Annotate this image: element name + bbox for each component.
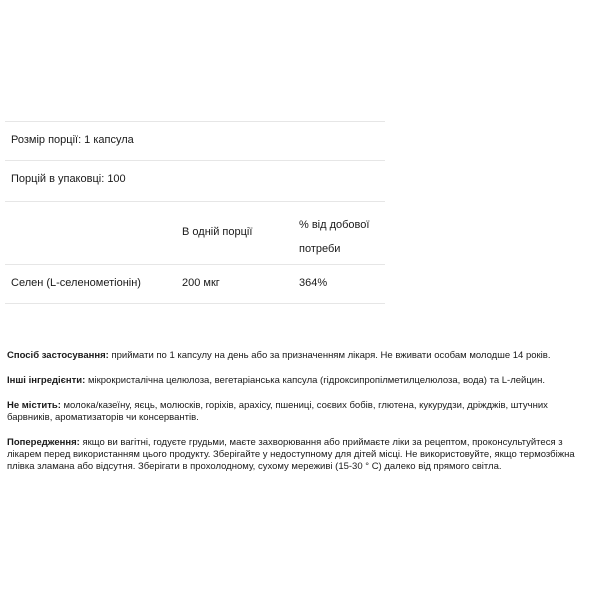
servings-per-container-text: Порцій в упаковці: 100	[11, 173, 126, 185]
usage-text: приймати по 1 капсулу на день або за призначенням лікаря. Не вживати особам молодше 14 років.	[108, 350, 551, 361]
usage-label: Спосіб застосування:	[7, 350, 109, 361]
ingredient-name: Селен (L-селенометіонін)	[11, 277, 141, 289]
allergen-free-text: молока/казеїну, яєць, молюсків, горіхів, арахісу, пшениці, соєвих бобів, глютена, кукурудзи, дріжджів, штучних барвників, ароматизаторів чи консервантів.	[7, 400, 548, 423]
table-row	[5, 264, 385, 304]
usage-paragraph	[7, 350, 595, 362]
serving-size-text: Розмір порції: 1 капсула	[11, 134, 134, 146]
allergen-free-label: Не містить:	[7, 400, 61, 411]
warning-paragraph	[7, 437, 595, 473]
serving-size-row	[5, 121, 385, 160]
product-notes	[7, 350, 595, 486]
servings-per-container-row	[5, 160, 385, 201]
ingredient-amount: 200 мкг	[182, 277, 220, 289]
other-ingredients-label: Інші інгредієнти:	[7, 375, 86, 386]
other-ingredients-text: мікрокристалічна целюлоза, вегетаріанська капсула (гідроксипропілметилцелюлоза, вода) та L-лейцин.	[85, 375, 545, 386]
warning-label: Попередження:	[7, 437, 80, 448]
daily-value-header: % від добової потреби	[299, 219, 370, 255]
ingredient-daily-value: 364%	[299, 277, 328, 289]
allergen-free-paragraph	[7, 400, 595, 424]
per-serving-header: В одній порції	[182, 226, 253, 238]
other-ingredients-paragraph	[7, 375, 595, 387]
table-header-row	[5, 201, 385, 264]
warning-text: якщо ви вагітні, годуєте грудьми, маєте захворювання або приймаєте ліки за рецептом, проконсультуйтеся з лікарем перед використанням цього продукту. Зберігайте у недоступному для дітей місці. Не використовуйте, якщо термозбіжна плівка зламана або відсутня. Зберігати в прохолодному, сухому мереживі (15-30 ° С) далеко від прямого світла.	[7, 437, 575, 472]
supplement-facts-table	[5, 121, 385, 304]
